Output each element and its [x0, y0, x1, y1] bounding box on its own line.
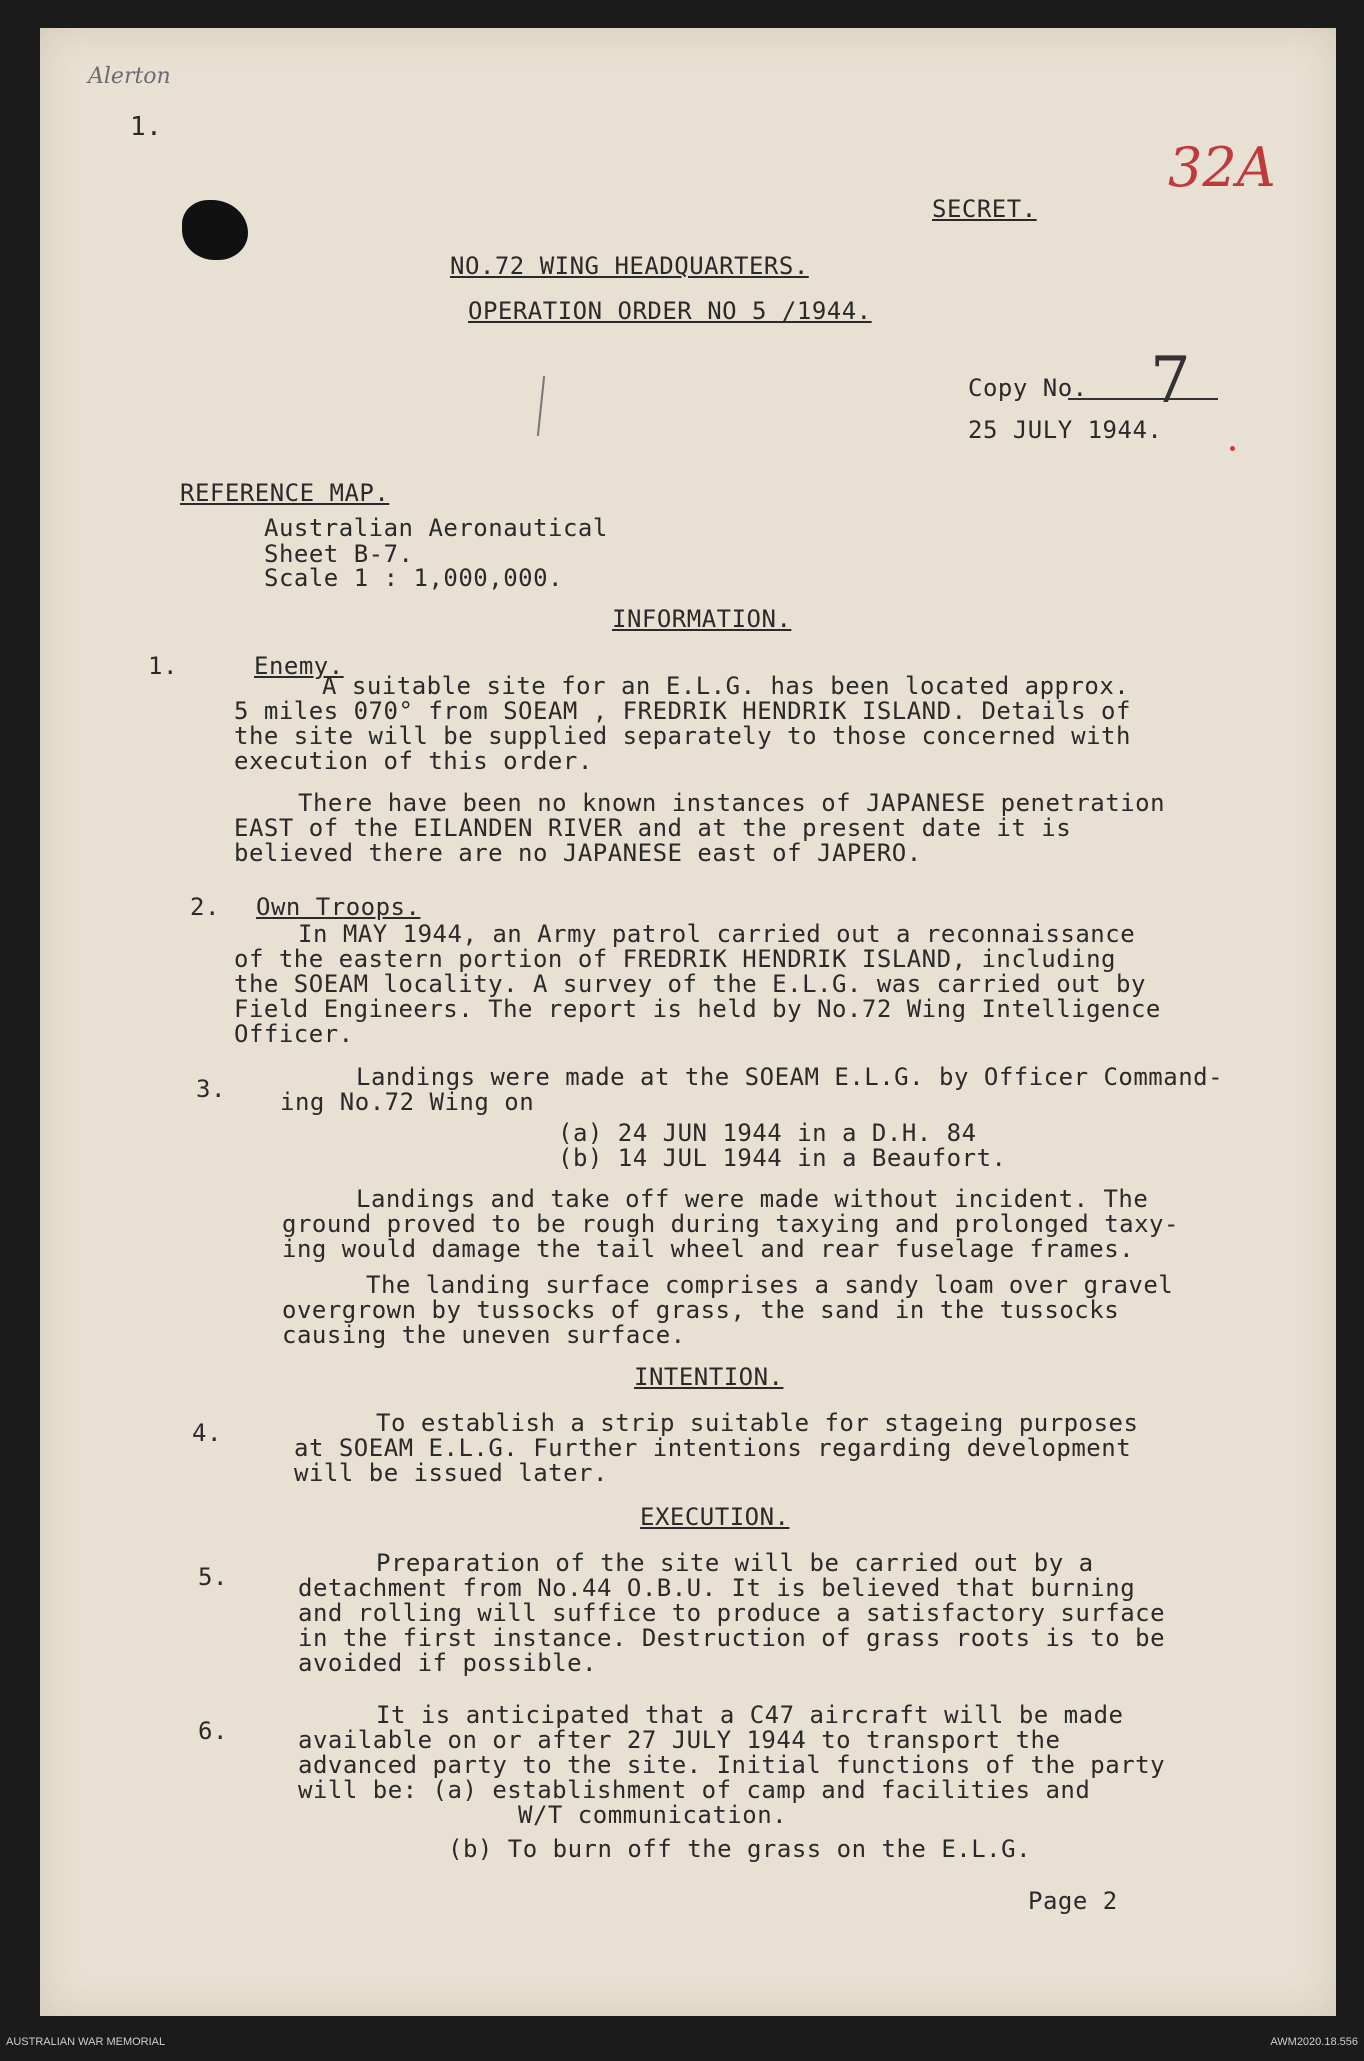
reference-map-line: Australian Aeronautical: [264, 514, 608, 542]
execution-heading: EXECUTION.: [640, 1503, 790, 1531]
information-heading: INFORMATION.: [612, 605, 792, 633]
reference-map-line: Scale 1 : 1,000,000.: [264, 564, 563, 592]
body-line: Landings were made at the SOEAM E.L.G. by Officer Command-: [356, 1063, 1224, 1091]
body-line: available on or after 27 JULY 1944 to transport the: [298, 1726, 1061, 1754]
body-line: will be: (a) establishment of camp and facilities and: [298, 1776, 1091, 1804]
body-line: of the eastern portion of FREDRIK HENDRIK ISLAND, including: [234, 945, 1117, 973]
body-line: avoided if possible.: [298, 1649, 597, 1677]
red-dot: [1230, 446, 1235, 451]
body-line: In MAY 1944, an Army patrol carried out a reconnaissance: [298, 920, 1136, 948]
para-number: 1.: [148, 652, 178, 680]
body-line: ing would damage the tail wheel and rear fuselage frames.: [282, 1235, 1135, 1263]
reference-map-heading: REFERENCE MAP.: [180, 479, 390, 507]
body-line: There have been no known instances of JAPANESE penetration: [298, 789, 1166, 817]
para-number: 2.: [190, 893, 220, 921]
copy-underline: [1068, 398, 1218, 400]
pencil-annotation: Alerton: [88, 64, 171, 89]
body-line: ground proved to be rough during taxying and prolonged taxy-: [282, 1210, 1179, 1238]
body-line: causing the uneven surface.: [282, 1321, 686, 1349]
body-line: Landings and take off were made without incident. The: [356, 1185, 1149, 1213]
footer-right: AWM2020.18.556: [1270, 2036, 1358, 2048]
page-number: Page 2: [1028, 1887, 1118, 1915]
page-mark: 1.: [130, 112, 163, 142]
punch-hole: [182, 200, 248, 260]
document-date: 25 JULY 1944.: [968, 416, 1163, 444]
copy-number: 7: [1150, 344, 1191, 418]
body-line: The landing surface comprises a sandy loam over gravel: [366, 1271, 1174, 1299]
body-line: Field Engineers. The report is held by No.72 Wing Intelligence: [234, 995, 1161, 1023]
body-line: the SOEAM locality. A survey of the E.L.G. was carried out by: [234, 970, 1146, 998]
body-line: detachment from No.44 O.B.U. It is believed that burning: [298, 1574, 1136, 1602]
body-line: W/T communication.: [518, 1801, 788, 1829]
body-line: Officer.: [234, 1020, 354, 1048]
body-line: (a) 24 JUN 1944 in a D.H. 84: [558, 1119, 977, 1147]
order-title: OPERATION ORDER NO 5 /1944.: [468, 297, 872, 325]
para-number: 5.: [198, 1563, 228, 1591]
body-line: It is anticipated that a C47 aircraft will be made: [376, 1701, 1124, 1729]
pencil-stroke: [537, 376, 545, 436]
classification: SECRET.: [932, 195, 1037, 223]
body-line: execution of this order.: [234, 747, 593, 775]
body-line: Preparation of the site will be carried out by a: [376, 1549, 1094, 1577]
folio-number: 32A: [1168, 136, 1276, 199]
body-line: will be issued later.: [294, 1459, 608, 1487]
document-page: [40, 28, 1336, 2016]
para-number: 3.: [196, 1075, 226, 1103]
body-line: To establish a strip suitable for stageing purposes: [376, 1409, 1139, 1437]
body-line: A suitable site for an E.L.G. has been located approx.: [322, 672, 1130, 700]
body-line: the site will be supplied separately to those concerned with: [234, 722, 1131, 750]
body-line: (b) 14 JUL 1944 in a Beaufort.: [558, 1144, 1007, 1172]
para-heading: Enemy.: [254, 652, 344, 680]
footer-left: AUSTRALIAN WAR MEMORIAL: [6, 2036, 166, 2048]
body-line: overgrown by tussocks of grass, the sand in the tussocks: [282, 1296, 1120, 1324]
body-line: ing No.72 Wing on: [280, 1088, 535, 1116]
unit-heading: NO.72 WING HEADQUARTERS.: [450, 252, 809, 280]
body-line: advanced party to the site. Initial functions of the party: [298, 1751, 1166, 1779]
reference-map-line: Sheet B-7.: [264, 540, 414, 568]
body-line: (b) To burn off the grass on the E.L.G.: [448, 1835, 1032, 1863]
body-line: at SOEAM E.L.G. Further intentions regarding development: [294, 1434, 1132, 1462]
body-line: 5 miles 070° from SOEAM , FREDRIK HENDRIK ISLAND. Details of: [234, 697, 1131, 725]
copy-label: Copy No.: [968, 374, 1088, 402]
body-line: EAST of the EILANDEN RIVER and at the present date it is: [234, 814, 1072, 842]
intention-heading: INTENTION.: [634, 1363, 784, 1391]
body-line: in the first instance. Destruction of grass roots is to be: [298, 1624, 1166, 1652]
para-number: 4.: [192, 1419, 222, 1447]
body-line: believed there are no JAPANESE east of JAPERO.: [234, 839, 922, 867]
para-heading: Own Troops.: [256, 893, 421, 921]
body-line: and rolling will suffice to produce a satisfactory surface: [298, 1599, 1166, 1627]
para-number: 6.: [198, 1717, 228, 1745]
